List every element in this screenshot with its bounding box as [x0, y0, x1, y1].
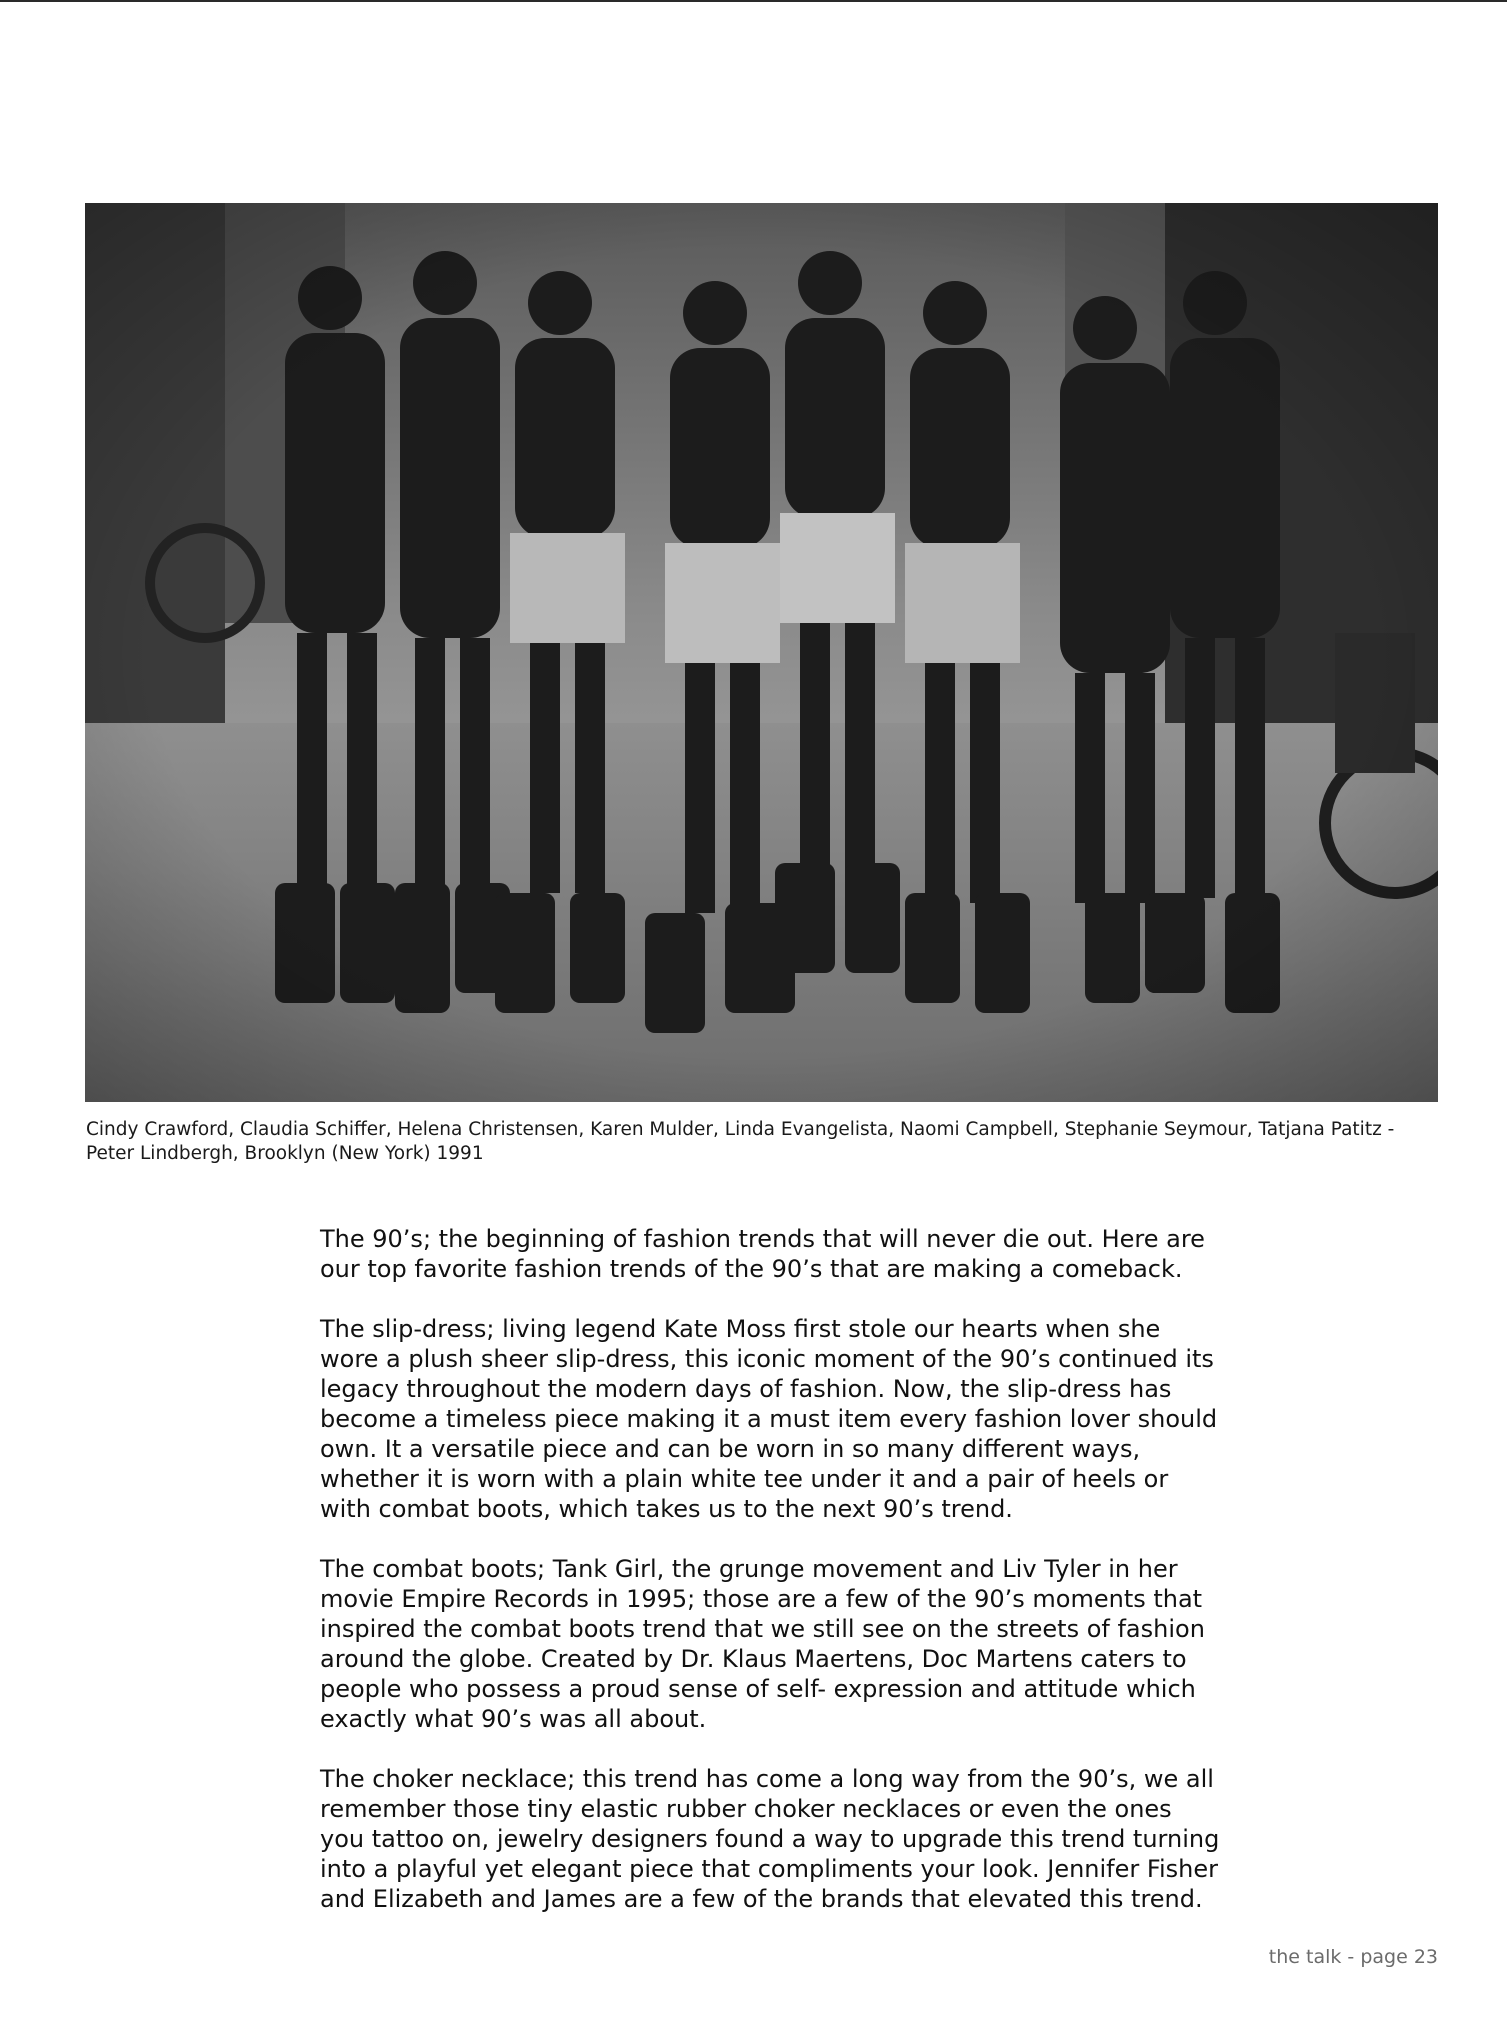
group-photo — [85, 203, 1438, 1102]
group-photo-illustration — [85, 203, 1438, 1102]
paragraph-combat-boots: The combat boots; Tank Girl, the grunge movement and Liv Tyler in her movie Empire Records in 1995; those are a few of the 90’s moments that inspired the combat boots trend that we still see on the streets of fashion around the globe. Created by Dr. Klaus Maertens, Doc Martens caters to people who possess a proud sense of self- expression and attitude which exactly what 90’s was all about. — [320, 1555, 1205, 1733]
paragraph-slip-dress: The slip-dress; living legend Kate Moss first stole our hearts when she wore a plush sheer slip-dress, this iconic moment of the 90’s continued its legacy throughout the modern days of fashion. Now, the slip-dress has become a timeless piece making it a must item every fashion lover should own. It a versatile piece and can be worn in so many different ways, whether it is worn with a plain white tee under it and a pair of heels or with combat boots, which takes us to the next 90’s trend. — [320, 1315, 1218, 1523]
photo-caption: Cindy Crawford, Claudia Schiffer, Helena Christensen, Karen Mulder, Linda Evangelista, Naomi Campbell, Stephanie Seymour, Tatjana Patitz - Peter Lindbergh, Brooklyn (New York) 1991 — [86, 1119, 1395, 1164]
article-body — [320, 1224, 1220, 1944]
paragraph-choker-necklace: The choker necklace; this trend has come a long way from the 90’s, we all remember those tiny elastic rubber choker necklaces or even the ones you tattoo on, jewelry designers found a way to upgrade this trend turning into a playful yet elegant piece that compliments your look. Jennifer Fisher and Elizabeth and James are a few of the brands that elevated this trend. — [320, 1765, 1220, 1913]
page-footer: the talk - page 23 — [1268, 1946, 1438, 1968]
top-rule — [0, 0, 1507, 2]
paragraph-intro: The 90’s; the beginning of fashion trends that will never die out. Here are our top favorite fashion trends of the 90’s that are making a comeback. — [320, 1225, 1205, 1283]
